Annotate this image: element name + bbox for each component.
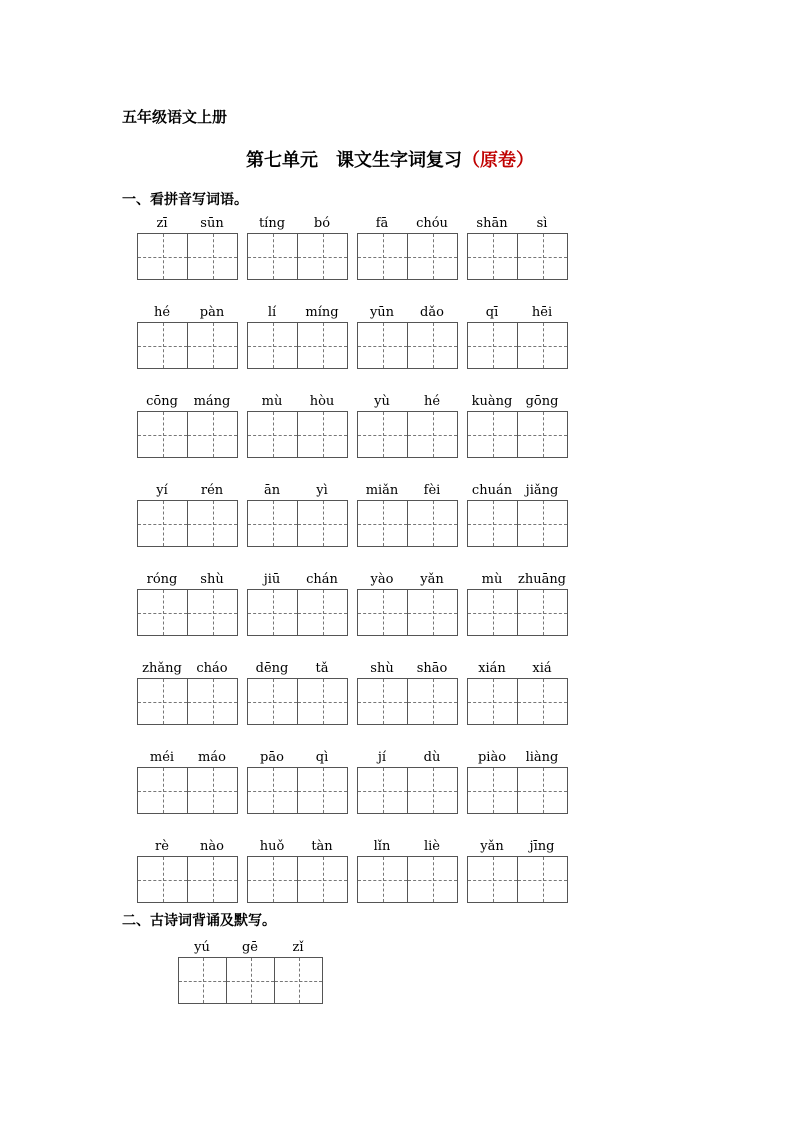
title-main: 第七单元 课文生字词复习 xyxy=(246,150,462,171)
tianzige-cell[interactable] xyxy=(298,679,348,724)
writing-grid[interactable] xyxy=(467,233,568,280)
writing-grid[interactable] xyxy=(467,767,568,814)
tianzige-cell[interactable] xyxy=(298,590,348,635)
pinyin-syllable: zhuāng xyxy=(517,572,567,587)
pinyin-syllable: lí xyxy=(267,305,277,320)
tianzige-cell[interactable] xyxy=(298,234,348,279)
writing-grid[interactable] xyxy=(467,678,568,725)
tianzige-cell[interactable] xyxy=(468,768,518,813)
tianzige-cell[interactable] xyxy=(408,412,458,457)
writing-grid[interactable] xyxy=(137,767,238,814)
poem-pinyin-syllable: gē xyxy=(241,940,258,955)
tianzige-cell[interactable] xyxy=(188,323,238,368)
tianzige-cell[interactable] xyxy=(408,768,458,813)
tianzige-cell[interactable] xyxy=(138,501,188,546)
tianzige-cell[interactable] xyxy=(358,590,408,635)
tianzige-cell[interactable] xyxy=(298,501,348,546)
writing-grid[interactable] xyxy=(247,856,348,903)
tianzige-cell[interactable] xyxy=(188,412,238,457)
pinyin-syllable: máng xyxy=(193,394,231,409)
tianzige-cell[interactable] xyxy=(358,412,408,457)
pinyin-syllable: chán xyxy=(306,572,338,587)
pinyin-syllable: gōng xyxy=(525,394,559,409)
pinyin-syllable: nào xyxy=(200,839,224,854)
title-tag: （原卷） xyxy=(462,150,534,171)
pinyin-syllable: jí xyxy=(377,750,387,765)
pinyin-syllable: sì xyxy=(536,216,548,231)
writing-grid[interactable] xyxy=(137,856,238,903)
tianzige-cell[interactable] xyxy=(298,768,348,813)
tianzige-cell[interactable] xyxy=(518,857,568,902)
pinyin-syllable: méi xyxy=(149,750,175,765)
writing-grid[interactable] xyxy=(357,589,458,636)
pinyin-syllable: shān xyxy=(476,216,508,231)
tianzige-cell[interactable] xyxy=(138,412,188,457)
pinyin-syllable: kuàng xyxy=(471,394,513,409)
pinyin-syllable: rè xyxy=(155,839,169,854)
tianzige-cell[interactable] xyxy=(408,234,458,279)
tianzige-cell[interactable] xyxy=(468,412,518,457)
writing-grid[interactable] xyxy=(247,411,348,458)
writing-grid[interactable] xyxy=(137,322,238,369)
tianzige-cell[interactable] xyxy=(468,857,518,902)
tianzige-cell[interactable] xyxy=(518,501,568,546)
writing-grid[interactable] xyxy=(137,678,238,725)
tianzige-cell[interactable] xyxy=(138,857,188,902)
pinyin-syllable: hé xyxy=(423,394,441,409)
tianzige-cell[interactable] xyxy=(248,234,298,279)
pinyin-syllable: yūn xyxy=(369,305,395,320)
tianzige-cell[interactable] xyxy=(248,412,298,457)
writing-grid[interactable] xyxy=(467,856,568,903)
pinyin-syllable: chóu xyxy=(416,216,448,231)
writing-grid[interactable] xyxy=(357,767,458,814)
pinyin-syllable: sūn xyxy=(200,216,224,231)
tianzige-cell[interactable] xyxy=(358,501,408,546)
pinyin-syllable: yí xyxy=(156,483,168,498)
writing-grid[interactable] xyxy=(357,500,458,547)
pinyin-syllable: hòu xyxy=(309,394,335,409)
pinyin-syllable: miǎn xyxy=(365,483,399,498)
pinyin-syllable: qī xyxy=(485,305,499,320)
pinyin-syllable: róng xyxy=(146,572,178,587)
tianzige-cell[interactable] xyxy=(468,323,518,368)
pinyin-syllable: lǐn xyxy=(373,839,391,854)
pinyin-syllable: zhǎng xyxy=(142,661,182,676)
tianzige-cell[interactable] xyxy=(518,768,568,813)
writing-grid[interactable] xyxy=(137,500,238,547)
poem-pinyin-syllable: yú xyxy=(194,940,210,955)
writing-grid[interactable] xyxy=(137,589,238,636)
tianzige-cell[interactable] xyxy=(358,323,408,368)
tianzige-cell[interactable] xyxy=(408,323,458,368)
tianzige-cell[interactable] xyxy=(408,679,458,724)
tianzige-cell[interactable] xyxy=(408,590,458,635)
pinyin-syllable: huǒ xyxy=(259,839,285,854)
pinyin-syllable: cōng xyxy=(146,394,178,409)
tianzige-cell[interactable] xyxy=(138,679,188,724)
pinyin-syllable: fā xyxy=(375,216,389,231)
tianzige-cell[interactable] xyxy=(518,412,568,457)
pinyin-syllable: hēi xyxy=(531,305,553,320)
tianzige-cell[interactable] xyxy=(358,234,408,279)
pinyin-syllable: yì xyxy=(316,483,328,498)
tianzige-cell[interactable] xyxy=(179,958,227,1003)
writing-grid[interactable] xyxy=(247,589,348,636)
writing-grid[interactable] xyxy=(467,322,568,369)
tianzige-cell[interactable] xyxy=(248,590,298,635)
pinyin-syllable: rén xyxy=(200,483,224,498)
writing-grid[interactable] xyxy=(357,233,458,280)
writing-grid[interactable] xyxy=(247,233,348,280)
pinyin-syllable: dǎo xyxy=(420,305,444,320)
writing-grid[interactable] xyxy=(247,678,348,725)
tianzige-cell[interactable] xyxy=(408,857,458,902)
pinyin-syllable: shù xyxy=(370,661,394,676)
pinyin-syllable: pāo xyxy=(260,750,284,765)
poem-title-grid[interactable] xyxy=(178,957,323,1004)
writing-grid[interactable] xyxy=(357,678,458,725)
writing-grid[interactable] xyxy=(357,322,458,369)
pinyin-syllable: mù xyxy=(481,572,503,587)
tianzige-cell[interactable] xyxy=(518,234,568,279)
tianzige-cell[interactable] xyxy=(248,857,298,902)
pinyin-syllable: yù xyxy=(374,394,390,409)
tianzige-cell[interactable] xyxy=(518,323,568,368)
pinyin-syllable: dù xyxy=(423,750,441,765)
tianzige-cell[interactable] xyxy=(188,768,238,813)
pinyin-syllable: máo xyxy=(198,750,226,765)
tianzige-cell[interactable] xyxy=(468,501,518,546)
tianzige-cell[interactable] xyxy=(358,857,408,902)
pinyin-syllable: míng xyxy=(305,305,339,320)
tianzige-cell[interactable] xyxy=(138,768,188,813)
pinyin-syllable: zī xyxy=(156,216,168,231)
tianzige-cell[interactable] xyxy=(188,501,238,546)
pinyin-syllable: shāo xyxy=(416,661,448,676)
grade-label: 五年级语文上册 xyxy=(122,108,228,126)
tianzige-cell[interactable] xyxy=(275,958,323,1003)
writing-grid[interactable] xyxy=(467,411,568,458)
pinyin-syllable: liàng xyxy=(525,750,559,765)
writing-grid[interactable] xyxy=(247,500,348,547)
pinyin-syllable: chuán xyxy=(471,483,513,498)
tianzige-cell[interactable] xyxy=(188,590,238,635)
pinyin-syllable: bó xyxy=(313,216,331,231)
pinyin-syllable: fèi xyxy=(423,483,441,498)
writing-grid[interactable] xyxy=(357,411,458,458)
poem-pinyin-syllable: zǐ xyxy=(292,940,304,955)
page-title xyxy=(0,146,794,172)
pinyin-syllable: cháo xyxy=(196,661,228,676)
pinyin-syllable: dēng xyxy=(255,661,289,676)
pinyin-syllable: shù xyxy=(200,572,224,587)
tianzige-cell[interactable] xyxy=(408,501,458,546)
writing-grid[interactable] xyxy=(137,411,238,458)
pinyin-syllable: yǎn xyxy=(420,572,444,587)
tianzige-cell[interactable] xyxy=(227,958,275,1003)
tianzige-cell[interactable] xyxy=(298,857,348,902)
tianzige-cell[interactable] xyxy=(298,323,348,368)
pinyin-syllable: tàn xyxy=(311,839,333,854)
pinyin-syllable: piào xyxy=(477,750,507,765)
tianzige-cell[interactable] xyxy=(248,323,298,368)
pinyin-syllable: yào xyxy=(370,572,394,587)
tianzige-cell[interactable] xyxy=(468,234,518,279)
pinyin-syllable: jiǎng xyxy=(525,483,559,498)
tianzige-cell[interactable] xyxy=(138,590,188,635)
tianzige-cell[interactable] xyxy=(358,768,408,813)
tianzige-cell[interactable] xyxy=(248,768,298,813)
tianzige-cell[interactable] xyxy=(138,323,188,368)
pinyin-syllable: liè xyxy=(423,839,440,854)
pinyin-syllable: mù xyxy=(261,394,283,409)
tianzige-cell[interactable] xyxy=(468,679,518,724)
tianzige-cell[interactable] xyxy=(358,679,408,724)
tianzige-cell[interactable] xyxy=(188,234,238,279)
section-2-heading: 二、古诗词背诵及默写。 xyxy=(122,913,276,929)
pinyin-syllable: jiū xyxy=(263,572,281,587)
tianzige-cell[interactable] xyxy=(188,679,238,724)
tianzige-cell[interactable] xyxy=(248,679,298,724)
writing-grid[interactable] xyxy=(467,589,568,636)
section-1-heading: 一、看拼音写词语。 xyxy=(122,192,248,208)
pinyin-syllable: qì xyxy=(315,750,329,765)
tianzige-cell[interactable] xyxy=(468,590,518,635)
tianzige-cell[interactable] xyxy=(138,234,188,279)
writing-grid[interactable] xyxy=(357,856,458,903)
pinyin-syllable: xián xyxy=(478,661,506,676)
tianzige-cell[interactable] xyxy=(188,857,238,902)
pinyin-syllable: hé xyxy=(153,305,171,320)
pinyin-syllable: yǎn xyxy=(480,839,504,854)
pinyin-syllable: tíng xyxy=(258,216,286,231)
tianzige-cell[interactable] xyxy=(298,412,348,457)
tianzige-cell[interactable] xyxy=(518,590,568,635)
writing-grid[interactable] xyxy=(137,233,238,280)
writing-grid[interactable] xyxy=(467,500,568,547)
pinyin-syllable: xiá xyxy=(532,661,552,676)
writing-grid[interactable] xyxy=(247,322,348,369)
tianzige-cell[interactable] xyxy=(518,679,568,724)
writing-grid[interactable] xyxy=(247,767,348,814)
tianzige-cell[interactable] xyxy=(248,501,298,546)
pinyin-syllable: jīng xyxy=(529,839,555,854)
pinyin-syllable: tǎ xyxy=(315,661,329,676)
pinyin-syllable: ān xyxy=(263,483,281,498)
pinyin-syllable: pàn xyxy=(199,305,225,320)
